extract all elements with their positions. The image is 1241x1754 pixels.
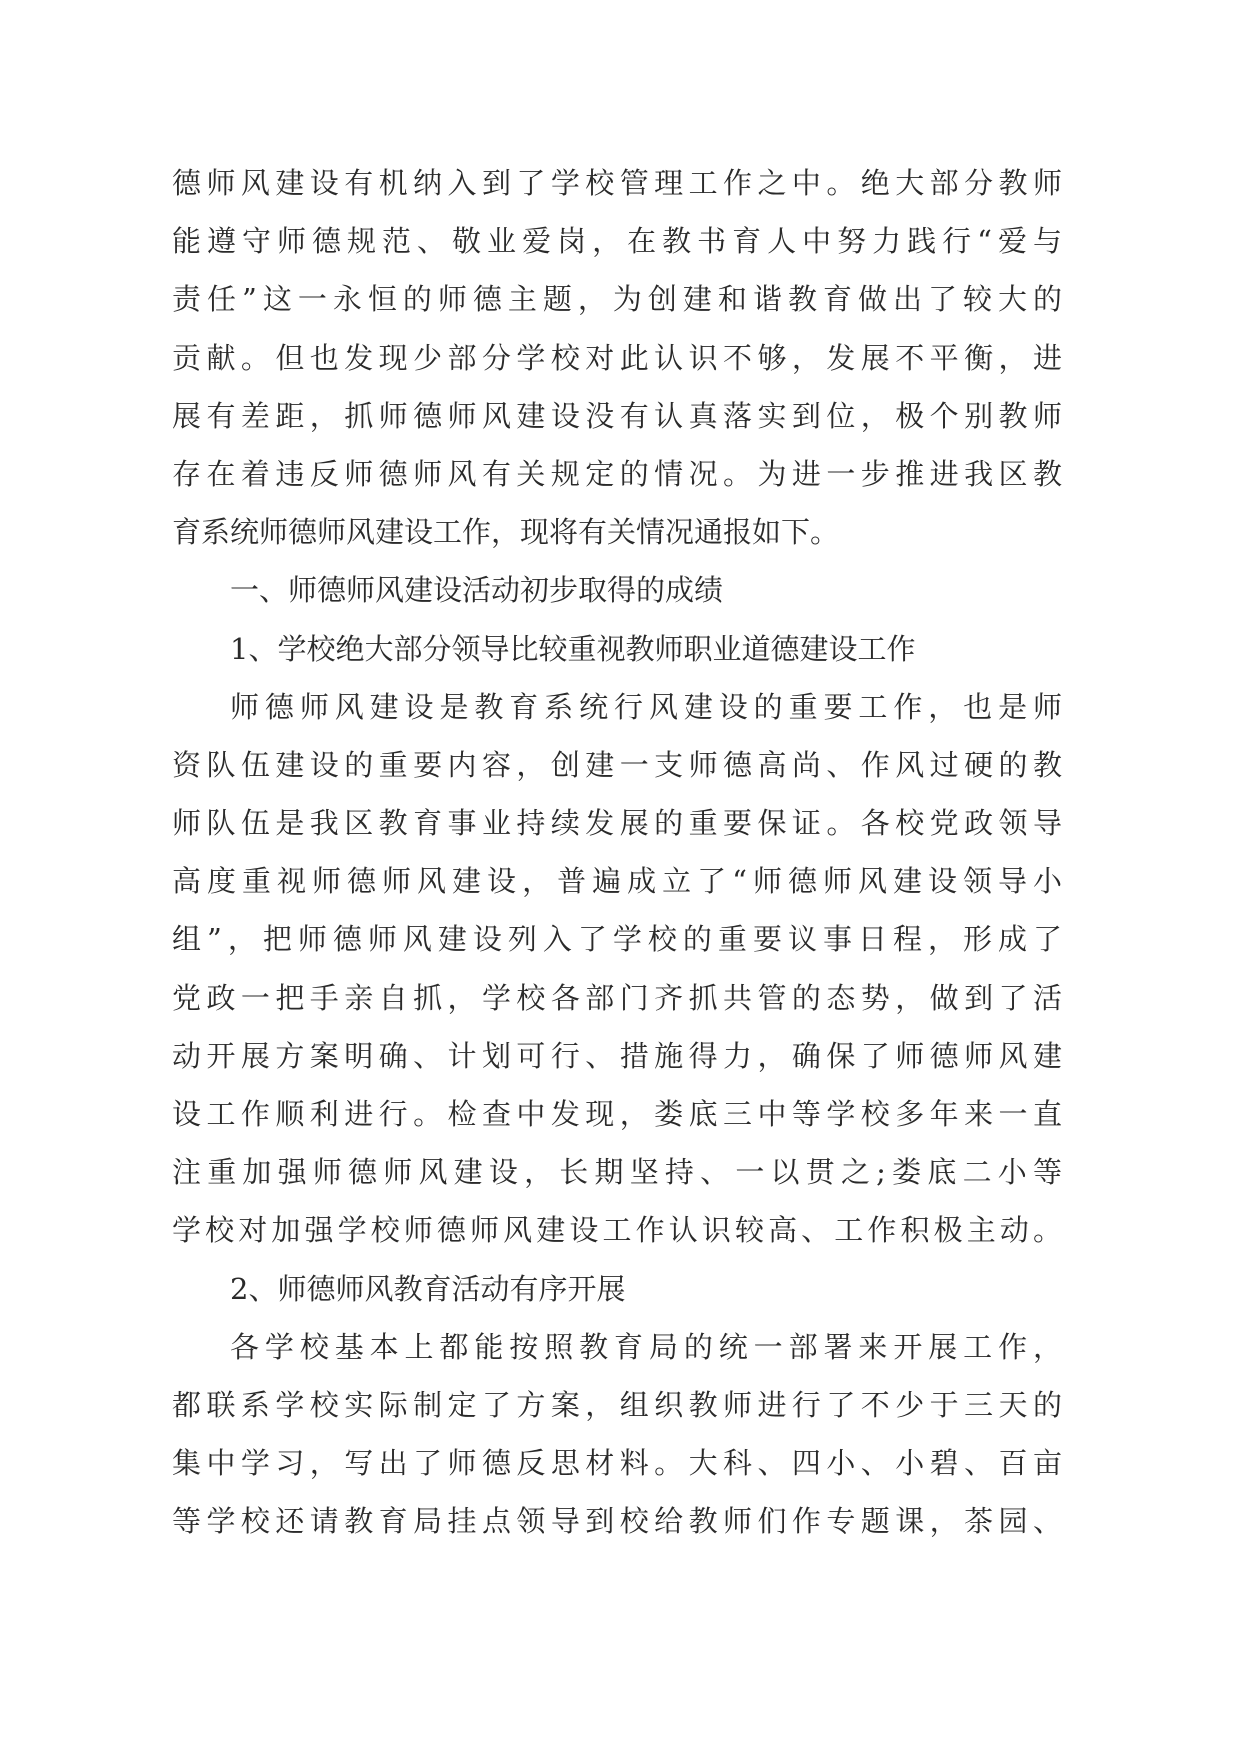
line-text: 都联系学校实际制定了方案，组织教师进行了不少于三天的 <box>172 1387 1068 1422</box>
line-text: 育系统师德师风建设工作，现将有关情况通报如下。 <box>172 515 840 550</box>
paragraph-activities <box>172 1318 1068 1551</box>
line-text: 能遵守师德规范、敬业爱岗，在教书育人中努力践行“爱与 <box>172 224 1069 259</box>
text-line <box>172 329 1068 387</box>
line-text: 集中学习，写出了师德反思材料。大科、四小、小碧、百亩 <box>172 1446 1068 1481</box>
section-heading <box>172 561 1062 619</box>
line-text: 设工作顺利进行。检查中发现，娄底三中等学校多年来一直 <box>172 1097 1068 1131</box>
line-text: 资队伍建设的重要内容，创建一支师德高尚、作风过硬的教 <box>172 747 1068 782</box>
line-text: 德师风建设有机纳入到了学校管理工作之中。绝大部分教师 <box>172 166 1068 200</box>
text-line <box>172 1376 1068 1434</box>
text-line <box>172 445 1068 503</box>
subsection-heading-1 <box>172 620 1062 678</box>
text-line <box>172 794 1068 852</box>
text-line <box>172 1492 1068 1550</box>
paragraph-continuation <box>172 154 1069 561</box>
line-text: 师队伍是我区教育事业持续发展的重要保证。各校党政领导 <box>172 806 1068 841</box>
text-line <box>172 969 1068 1027</box>
line-text: 责任”这一永恒的师德主题，为创建和谐教育做出了较大的 <box>172 282 1069 317</box>
text-line <box>172 270 1069 328</box>
line-text: 存在着违反师德师风有关规定的情况。为进一步推进我区教 <box>172 456 1068 491</box>
text-line <box>172 678 1068 736</box>
text-line <box>172 1201 1067 1259</box>
text-line <box>172 910 1069 968</box>
line-text: 党政一把手亲自抓，学校各部门齐抓共管的态势，做到了活 <box>172 980 1068 1015</box>
text-line <box>172 736 1068 794</box>
line-text: 各学校基本上都能按照教育局的统一部署来开展工作， <box>230 1329 1068 1364</box>
line-text: 动开展方案明确、计划可行、措施得力，确保了师德师风建 <box>172 1038 1068 1073</box>
line-text: 贡献。但也发现少部分学校对此认识不够，发展不平衡，进 <box>172 340 1068 375</box>
text-line <box>172 503 1062 561</box>
document-page <box>172 154 1069 1551</box>
text-line <box>172 1085 1068 1143</box>
text-line <box>172 154 1068 212</box>
subsection-heading-text: 2、师德师风教育活动有序开展 <box>230 1271 626 1306</box>
text-line <box>172 1027 1068 1085</box>
paragraph-leadership <box>172 678 1069 1260</box>
subsection-heading-2 <box>172 1260 1062 1318</box>
text-line <box>172 852 1069 910</box>
text-line <box>172 1434 1068 1492</box>
line-text: 注重加强师德师风建设，长期坚持、一以贯之;娄底二小等 <box>172 1155 1069 1190</box>
line-text: 师德师风建设是教育系统行风建设的重要工作，也是师 <box>230 689 1068 724</box>
line-text: 等学校还请教育局挂点领导到校给教师们作专题课，茶园、 <box>172 1504 1068 1539</box>
text-line <box>172 1143 1069 1201</box>
subsection-heading-text: 1、学校绝大部分领导比较重视教师职业道德建设工作 <box>230 631 916 666</box>
section-heading-text: 一、师德师风建设活动初步取得的成绩 <box>230 573 724 608</box>
text-line <box>172 212 1069 270</box>
text-line <box>172 1318 1068 1376</box>
line-text: 组”，把师德师风建设列入了学校的重要议事日程，形成了 <box>172 922 1069 957</box>
line-text: 高度重视师德师风建设，普遍成立了“师德师风建设领导小 <box>172 864 1069 899</box>
line-text: 展有差距，抓师德师风建设没有认真落实到位，极个别教师 <box>172 398 1068 433</box>
text-line <box>172 387 1068 445</box>
line-text: 学校对加强学校师德师风建设工作认识较高、工作积极主动。 <box>172 1213 1067 1248</box>
